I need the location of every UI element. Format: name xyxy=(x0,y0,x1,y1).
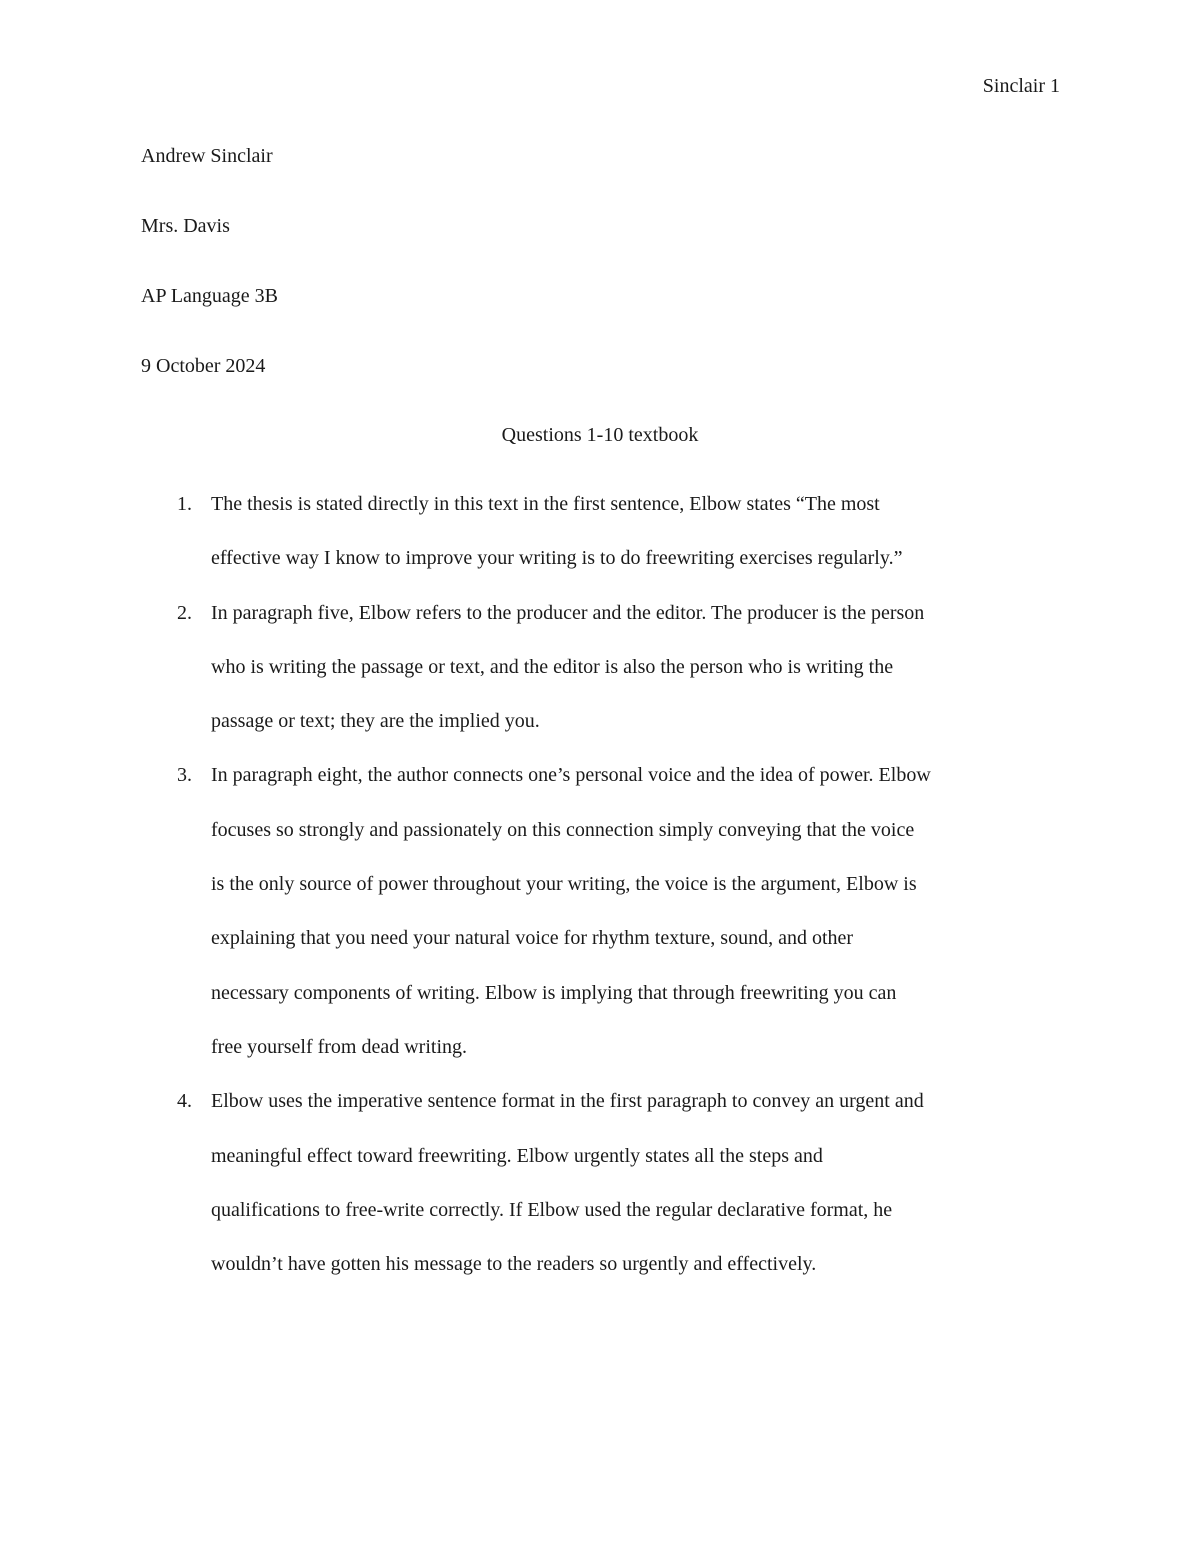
answer-number: 3. xyxy=(177,764,192,787)
mla-heading xyxy=(141,142,278,422)
answer-item xyxy=(141,761,1061,1087)
answer-text-line: passage or text; they are the implied you. xyxy=(211,710,540,733)
answer-text-line: who is writing the passage or text, and the editor is also the person who is writing the xyxy=(211,655,894,678)
answer-text-line: In paragraph eight, the author connects one’s personal voice and the idea of power. Elbow xyxy=(211,764,931,787)
answer-text-line: The thesis is stated directly in this text in the first sentence, Elbow states “The most xyxy=(211,493,880,515)
course-name: AP Language 3B xyxy=(141,285,279,307)
answer-text-line: wouldn’t have gotten his message to the readers so urgently and effectively. xyxy=(211,1253,817,1276)
answer-list xyxy=(141,490,1061,1304)
answer-text-line: effective way I know to improve your writing is to do freewriting exercises regularly.” xyxy=(211,547,903,570)
student-name: Andrew Sinclair xyxy=(141,145,273,167)
answer-text-line: necessary components of writing. Elbow is implying that through freewriting you can xyxy=(211,981,897,1004)
answer-text-line: free yourself from dead writing. xyxy=(211,1035,468,1058)
answer-text-line: meaningful effect toward freewriting. Elbow urgently states all the steps and xyxy=(211,1144,823,1167)
answer-text-line: focuses so strongly and passionately on this connection simply conveying that the voice xyxy=(211,818,915,841)
answer-text-line: In paragraph five, Elbow refers to the producer and the editor. The producer is the person xyxy=(211,601,925,624)
answer-text-line: is the only source of power throughout your writing, the voice is the argument, Elbow is xyxy=(211,873,917,896)
assignment-date: 9 October 2024 xyxy=(141,355,266,377)
answer-text-line: explaining that you need your natural voice for rhythm texture, sound, and other xyxy=(211,927,854,950)
document-title: Questions 1-10 textbook xyxy=(501,424,699,446)
teacher-name: Mrs. Davis xyxy=(141,215,230,237)
answer-number: 1. xyxy=(177,493,192,515)
answer-text-line: qualifications to free-write correctly. If Elbow used the regular declarative format, he xyxy=(211,1198,893,1221)
answer-number: 4. xyxy=(177,1090,192,1113)
answer-item xyxy=(141,599,1061,762)
answer-item xyxy=(141,1087,1061,1304)
answer-item xyxy=(141,490,1061,599)
answer-number: 2. xyxy=(177,601,192,624)
answer-text-line: Elbow uses the imperative sentence format in the first paragraph to convey an urgent and xyxy=(211,1090,924,1113)
running-head: Sinclair 1 xyxy=(982,75,1060,97)
